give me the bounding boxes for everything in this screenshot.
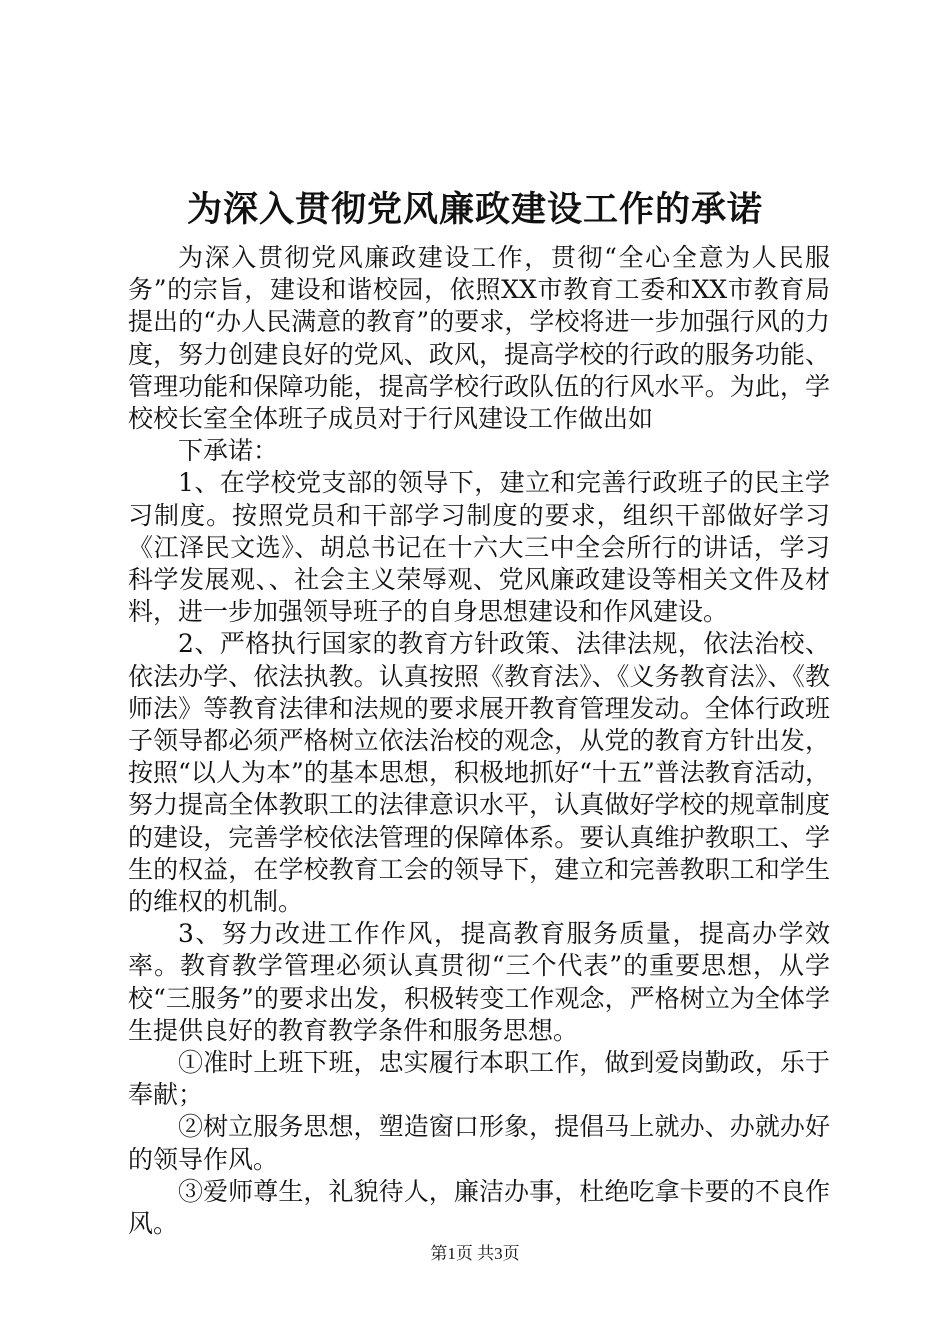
document-title: 为深入贯彻党风廉政建设工作的承诺 — [186, 189, 763, 230]
paragraph-item-3: 3、努力改进工作作风，提高教育服务质量，提高办学效率。教育教学管理必须认真贯彻“三个代表”的重要思想，从学校“三服务”的要求出发，积极转变工作观念，严格树立为全体学生提供良好的教育教学条件和服务思想。 — [128, 919, 830, 1045]
paragraph-subitem-3: ③爱师尊生，礼貌待人，廉洁办事，杜绝吃拿卡要的不良作风。 — [128, 1176, 830, 1239]
document-body — [128, 242, 830, 1240]
paragraph-commitment-lead: 下承诺： — [178, 436, 279, 466]
paragraph-item-2: 2、严格执行国家的教育方针政策、法律法规，依法治校、依法办学、依法执教。认真按照《教育法》、《义务教育法》、《教师法》等教育法律和法规的要求展开教育管理发动。全体行政班子领导都必须严格树立依法治校的观念，从党的教育方针出发，按照“以人为本”的基本思想，积极地抓好“十五”普法教育活动，努力提高全体教职工的法律意识水平，认真做好学校的规章制度的建设，完善学校依法管理的保障体系。要认真维护教职工、学生的权益，在学校教育工会的领导下，建立和完善教职工和学生的维权的机制。 — [128, 629, 830, 917]
paragraph-item-1: 1、在学校党支部的领导下，建立和完善行政班子的民主学习制度。按照党员和干部学习制度的要求，组织干部做好学习《江泽民文选》、胡总书记在十六大三中全会所行的讲话，学习科学发展观、、社会主义荣辱观、党风廉政建设等相关文件及材料，进一步加强领导班子的自身思想建设和作风建设。 — [128, 468, 830, 627]
page-number-footer: 第1页 共3页 — [430, 1244, 520, 1263]
paragraph-subitem-2: ②树立服务思想，塑造窗口形象，提倡马上就办、办就办好的领导作风。 — [128, 1112, 830, 1174]
paragraph-intro: 为深入贯彻党风廉政建设工作，贯彻“全心全意为人民服务”的宗旨，建设和谐校园，依照XX市教育工委和XX市教育局提出的“办人民满意的教育”的要求，学校将进一步加强行风的力度，努力创建良好的党风、政风，提高学校的行政的服务功能、管理功能和保障功能，提高学校行政队伍的行风水平。为此，学校校长室全体班子成员对于行风建设工作做出如 — [128, 243, 830, 434]
paragraph-subitem-1: ①准时上班下班，忠实履行本职工作，做到爱岗勤政，乐于奉献； — [128, 1048, 830, 1110]
